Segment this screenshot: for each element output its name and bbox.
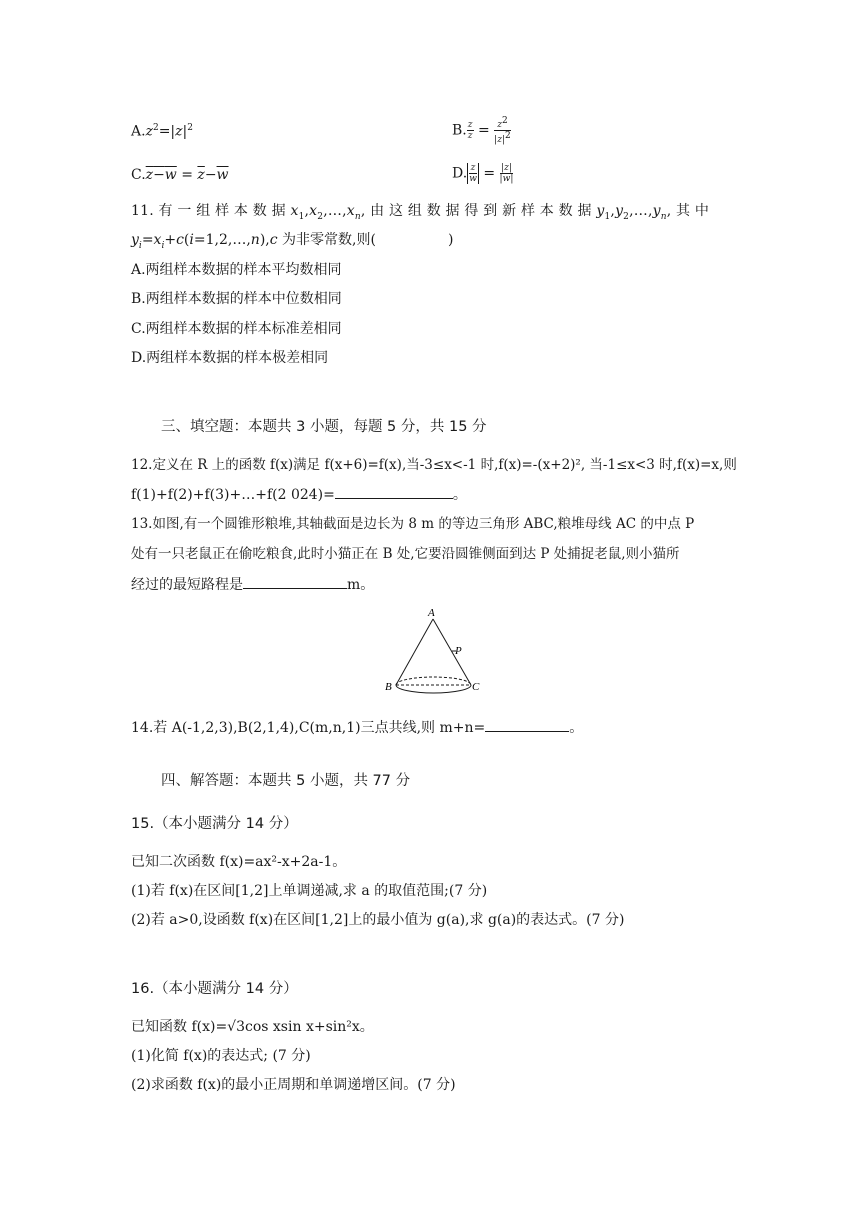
q12-text: 。 [452,487,467,503]
q11-text: , 由 这 组 数 据 得 到 新 样 本 数 据 [360,203,597,219]
q14-text: 14.若 A(-1,2,3),B(2,1,4),C(m,n,1)三点共线,则 m+n= [131,720,486,736]
q13-text: 经过的最短路程是 [131,577,243,593]
q12-text: f(1)+f(2)+f(3)+…+f(2 024)= [131,487,335,503]
q11-text: , 其 中 [666,203,710,219]
q11-stem-line1: 11. 有 一 组 样 本 数 据 $x_1,x_2,\dots,x_n$, 由 这 组 数 据 得 到 新 样 本 数 据 $y_1,y_2,\dots,y_n$, 其 中 [131,203,710,222]
fraction: $\frac{|z|}{|w|}$ [499,163,514,184]
fraction: $\frac{z}{w}$ [469,163,477,184]
q15-part2: (2)若 a>0,设函数 f(x)在区间[1,2]上的最小值为 g(a),求 g(a)的表达式。(7 分) [131,912,625,928]
q11-text: ) [447,232,454,248]
fraction: $\frac{z^2}{|z|^2}$ [494,116,511,145]
q14-text: 。 [569,720,584,736]
q14-line [131,717,583,738]
label-p: P [455,645,462,657]
section-3-title: 三、填空题：本题共 3 小题，每题 5 分，共 15 分 [161,419,487,435]
q13-line1: 13.如图,有一个圆锥形粮堆,其轴截面是边长为 8 m 的等边三角形 ABC,粮堆母线 AC 的中点 P [131,516,695,532]
q13-text: m。 [347,577,375,593]
label-b: B [385,681,392,693]
q13-line3 [131,574,374,595]
q11-option-b: B.两组样本数据的样本中位数相同 [131,291,342,307]
cone-base-back [396,677,471,685]
option-label: D. [452,165,468,182]
cone-figure [376,603,488,699]
q10-option-b: B. $\frac{z}{z}$ = $\frac{z^2}{|z|^2}$ [452,116,511,145]
q16-part2: (2)求函数 f(x)的最小正周期和单调递增区间。(7 分) [131,1077,456,1093]
cone-base-front [396,685,471,693]
section-4-title: 四、解答题：本题共 5 小题，共 77 分 [161,773,411,789]
q12-line1: 12.定义在 R 上的函数 f(x)满足 f(x+6)=f(x),当-3≤x<-1 时,f(x)=-(x+2)², 当-1≤x<3 时,f(x)=x,则 [131,457,737,473]
q10-option-d: D. $\frac{z}{w}$ = $\frac{|z|}{|w|}$ [452,163,514,184]
answer-blank [485,717,569,732]
q16-stem: 已知函数 f(x)=√3cos xsin x+sin²x。 [131,1019,374,1035]
fraction: $\frac{z}{z}$ [467,120,473,141]
option-label: A. [131,123,146,140]
label-a: A [428,607,435,619]
q16-part1: (1)化简 f(x)的表达式; (7 分) [131,1048,311,1064]
q13-line2: 处有一只老鼠正在偷吃粮食,此时小猫正在 B 处,它要沿圆锥侧面到达 P 处捕捉老鼠,则小猫所 [131,546,680,562]
q11-stem-line2: $y_i=x_i+c(i=1,2,\dots,n),c$ 为非零常数,则( ) [131,232,454,251]
q15-stem: 已知二次函数 f(x)=ax²-x+2a-1。 [131,854,347,870]
option-label: B. [452,122,467,139]
q15-header: 15.（本小题满分 14 分） [131,816,298,832]
answer-blank [335,484,453,499]
q10-option-a: $A.z^2=|z|^2$ [131,123,193,140]
cone-edge-ab [396,619,433,685]
option-label: C. [131,167,146,183]
answer-blank [243,574,347,589]
q11-option-a: A.两组样本数据的样本平均数相同 [131,262,342,278]
q11-text: 为非零常数,则( [277,232,376,248]
q11-text: 11. 有 一 组 样 本 数 据 [131,203,291,219]
label-c: C [472,681,480,693]
q12-line2 [131,484,467,505]
q15-part1: (1)若 f(x)在区间[1,2]上单调递减,求 a 的取值范围;(7 分) [131,883,488,899]
q10-option-c: $C.z-w = \overline{z}-\overline{w}$ [131,167,229,183]
cone-edge-ac [433,619,471,685]
q16-header: 16.（本小题满分 14 分） [131,981,298,997]
q11-option-d: D.两组样本数据的样本极差相同 [131,350,329,366]
q11-option-c: C.两组样本数据的样本标准差相同 [131,321,342,337]
